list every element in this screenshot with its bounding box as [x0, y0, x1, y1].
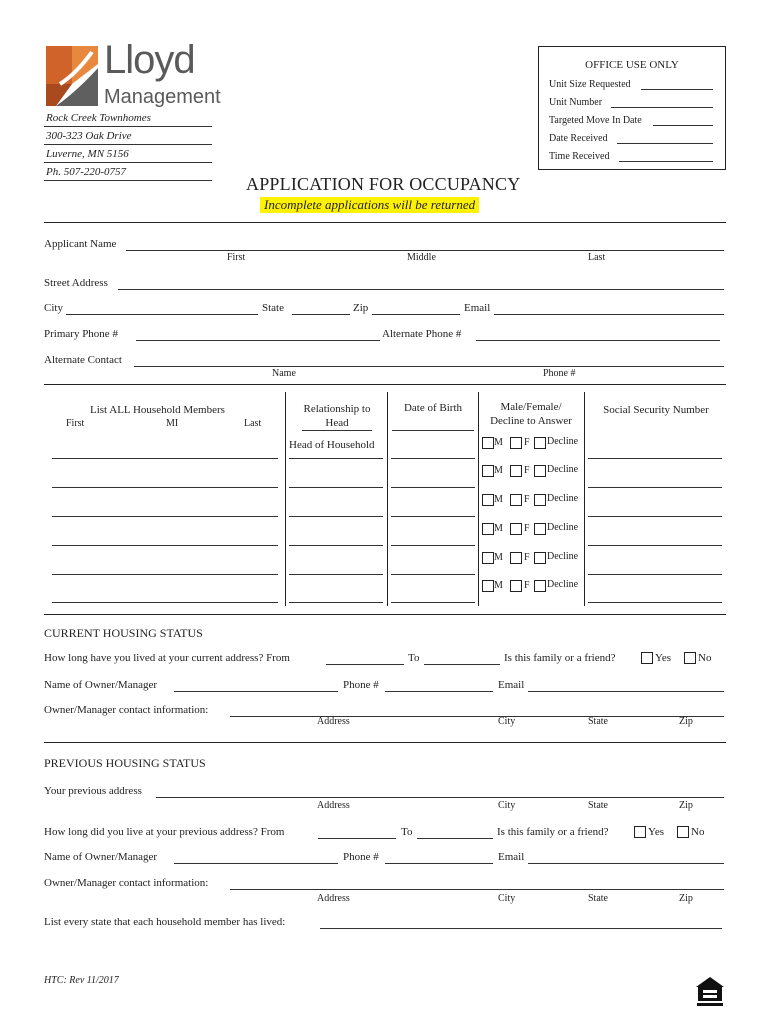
previous-contact-zip-sublabel: Zip	[679, 893, 693, 904]
female-label: F	[524, 580, 530, 591]
ssn-field[interactable]	[588, 502, 722, 517]
previous-housing-heading: PREVIOUS HOUSING STATUS	[44, 756, 206, 770]
previous-phone-label: Phone #	[343, 851, 379, 863]
male-checkbox[interactable]	[482, 552, 494, 564]
city-field[interactable]	[66, 300, 258, 315]
household-members-header: List ALL Household Members	[90, 404, 225, 416]
male-label: M	[494, 437, 503, 448]
female-checkbox[interactable]	[510, 580, 522, 592]
current-from-field[interactable]	[326, 650, 404, 665]
male-checkbox[interactable]	[482, 494, 494, 506]
previous-phone-field[interactable]	[385, 849, 493, 864]
previous-owner-field[interactable]	[174, 849, 338, 864]
male-label: M	[494, 494, 503, 505]
decline-checkbox[interactable]	[534, 580, 546, 592]
female-checkbox[interactable]	[510, 437, 522, 449]
current-no-label: No	[698, 652, 712, 664]
logo-mark	[42, 44, 102, 110]
unit-size-label: Unit Size Requested	[549, 79, 631, 90]
decline-checkbox[interactable]	[534, 552, 546, 564]
unit-number-label: Unit Number	[549, 97, 603, 108]
ssn-field[interactable]	[588, 473, 722, 488]
male-checkbox[interactable]	[482, 465, 494, 477]
decline-checkbox[interactable]	[534, 437, 546, 449]
male-checkbox[interactable]	[482, 437, 494, 449]
female-label: F	[524, 494, 530, 505]
middle-sublabel: Middle	[407, 252, 436, 263]
current-owner-field[interactable]	[174, 677, 338, 692]
property-address: 300-323 Oak Drive	[46, 130, 132, 142]
previous-to-field[interactable]	[417, 824, 493, 839]
move-in-date-label: Targeted Move In Date	[549, 115, 642, 126]
current-zip-sublabel: Zip	[679, 716, 693, 727]
decline-label: Decline	[547, 551, 579, 562]
logo-subtitle: Management	[104, 86, 221, 108]
member-name-field[interactable]	[52, 444, 278, 459]
current-yes-label: Yes	[655, 652, 672, 664]
date-received-label: Date Received	[549, 133, 608, 144]
previous-family-question: Is this family or a friend?	[497, 826, 609, 838]
page-title: APPLICATION FOR OCCUPANCY	[246, 174, 521, 194]
previous-contact-city-sublabel: City	[498, 893, 516, 904]
time-received-label: Time Received	[549, 151, 610, 162]
state-field[interactable]	[292, 300, 350, 315]
property-phone: Ph. 507-220-0757	[46, 166, 127, 178]
current-no-checkbox[interactable]	[684, 652, 696, 664]
relationship-underline	[289, 458, 383, 459]
primary-phone-field[interactable]	[136, 326, 380, 341]
current-email-label: Email	[498, 679, 525, 691]
previous-contact-state-sublabel: State	[588, 893, 608, 904]
alternate-phone-field[interactable]	[476, 326, 720, 341]
zip-label: Zip	[353, 302, 369, 314]
applicant-name-label: Applicant Name	[44, 238, 117, 250]
date-received-field[interactable]	[617, 133, 713, 144]
previous-from-field[interactable]	[318, 824, 396, 839]
dob-field[interactable]	[391, 560, 475, 575]
primary-phone-label: Primary Phone #	[44, 328, 118, 340]
current-email-field[interactable]	[528, 677, 724, 692]
female-checkbox[interactable]	[510, 552, 522, 564]
male-label: M	[494, 523, 503, 534]
dob-header: Date of Birth	[403, 402, 463, 414]
current-to-label: To	[408, 652, 420, 664]
unit-number-field[interactable]	[611, 97, 713, 108]
previous-email-field[interactable]	[528, 849, 724, 864]
decline-label: Decline	[547, 522, 579, 533]
female-checkbox[interactable]	[510, 465, 522, 477]
revision-label: HTC: Rev 11/2017	[44, 975, 119, 986]
decline-label: Decline	[547, 579, 579, 590]
male-checkbox[interactable]	[482, 523, 494, 535]
street-address-label: Street Address	[44, 277, 108, 289]
male-checkbox[interactable]	[482, 580, 494, 592]
current-housing-heading: CURRENT HOUSING STATUS	[44, 626, 203, 640]
female-label: F	[524, 465, 530, 476]
street-address-field[interactable]	[118, 275, 724, 290]
previous-contact-address-sublabel: Address	[317, 893, 350, 904]
ssn-header: Social Security Number	[603, 404, 709, 416]
alternate-contact-field[interactable]	[134, 352, 724, 367]
member-first-sublabel: First	[66, 418, 85, 429]
member-name-field[interactable]	[52, 473, 278, 488]
previous-how-long-label: How long did you live at your previous address? From	[44, 826, 285, 838]
previous-yes-checkbox[interactable]	[634, 826, 646, 838]
relationship-field[interactable]	[289, 502, 383, 517]
dob-field[interactable]	[391, 588, 475, 603]
applicant-name-field[interactable]	[126, 236, 724, 251]
city-label: City	[44, 302, 63, 314]
previous-contact-field[interactable]	[230, 875, 724, 890]
decline-checkbox[interactable]	[534, 494, 546, 506]
last-sublabel: Last	[588, 252, 606, 263]
female-label: F	[524, 552, 530, 563]
previous-address-label: Your previous address	[44, 785, 142, 797]
first-sublabel: First	[227, 252, 246, 263]
head-of-household-label: Head of Household	[289, 439, 375, 451]
current-owner-label: Name of Owner/Manager	[44, 679, 158, 691]
previous-no-label: No	[691, 826, 705, 838]
logo-wordmark: Lloyd	[104, 38, 195, 82]
decline-label: Decline	[547, 436, 579, 447]
relationship-field[interactable]	[289, 473, 383, 488]
decline-label: Decline	[547, 493, 579, 504]
zip-field[interactable]	[372, 300, 460, 315]
current-to-field[interactable]	[424, 650, 500, 665]
states-lived-field[interactable]	[320, 914, 722, 929]
alternate-phone-label: Alternate Phone #	[382, 328, 462, 340]
office-use-title: OFFICE USE ONLY	[585, 59, 679, 71]
office-use-box	[538, 46, 726, 170]
previous-state-sublabel: State	[588, 800, 608, 811]
current-family-question: Is this family or a friend?	[504, 652, 616, 664]
current-address-sublabel: Address	[317, 716, 350, 727]
name-sublabel: Name	[272, 368, 296, 379]
previous-zip-sublabel: Zip	[679, 800, 693, 811]
property-city: Luverne, MN 5156	[46, 148, 129, 160]
ssn-field[interactable]	[588, 444, 722, 459]
female-label: F	[524, 523, 530, 534]
member-last-sublabel: Last	[244, 418, 262, 429]
relationship-field[interactable]	[289, 588, 383, 603]
member-name-field[interactable]	[52, 560, 278, 575]
member-name-field[interactable]	[52, 588, 278, 603]
current-contact-label: Owner/Manager contact information:	[44, 704, 209, 716]
decline-checkbox[interactable]	[534, 523, 546, 535]
gender-header: Male/Female/ Decline to Answer	[490, 401, 572, 427]
ssn-field[interactable]	[588, 588, 722, 603]
male-label: M	[494, 465, 503, 476]
previous-address-sublabel: Address	[317, 800, 350, 811]
dob-field[interactable]	[391, 444, 475, 459]
time-received-field[interactable]	[619, 151, 713, 162]
relationship-field[interactable]	[289, 531, 383, 546]
decline-checkbox[interactable]	[534, 465, 546, 477]
dob-field[interactable]	[391, 531, 475, 546]
relationship-field[interactable]	[289, 560, 383, 575]
previous-city-sublabel: City	[498, 800, 516, 811]
previous-owner-label: Name of Owner/Manager	[44, 851, 158, 863]
phone-sublabel: Phone #	[543, 368, 576, 379]
previous-no-checkbox[interactable]	[677, 826, 689, 838]
decline-label: Decline	[547, 464, 579, 475]
current-yes-checkbox[interactable]	[641, 652, 653, 664]
current-city-sublabel: City	[498, 716, 516, 727]
current-state-sublabel: State	[588, 716, 608, 727]
male-label: M	[494, 580, 503, 591]
alternate-contact-label: Alternate Contact	[44, 354, 122, 366]
member-mi-sublabel: MI	[166, 418, 179, 429]
property-name: Rock Creek Townhomes	[46, 112, 151, 124]
previous-email-label: Email	[498, 851, 525, 863]
ssn-field[interactable]	[588, 560, 722, 575]
ssn-field[interactable]	[588, 531, 722, 546]
email-field[interactable]	[494, 300, 724, 315]
dob-field[interactable]	[391, 473, 475, 488]
member-name-field[interactable]	[52, 502, 278, 517]
email-label: Email	[464, 302, 491, 314]
states-lived-label: List every state that each household member has lived:	[44, 916, 286, 928]
incomplete-warning: Incomplete applications will be returned	[260, 197, 479, 213]
previous-to-label: To	[401, 826, 413, 838]
move-in-date-field[interactable]	[653, 115, 713, 126]
male-label: M	[494, 552, 503, 563]
current-contact-field[interactable]	[230, 702, 724, 717]
member-name-field[interactable]	[52, 531, 278, 546]
current-phone-field[interactable]	[385, 677, 493, 692]
current-how-long-label: How long have you lived at your current address? From	[44, 652, 290, 664]
previous-yes-label: Yes	[648, 826, 665, 838]
unit-size-field[interactable]	[641, 79, 713, 90]
previous-address-field[interactable]	[156, 783, 724, 798]
female-checkbox[interactable]	[510, 523, 522, 535]
dob-field[interactable]	[391, 502, 475, 517]
relationship-header: Relationship to Head	[303, 403, 371, 429]
state-label: State	[262, 302, 284, 314]
female-label: F	[524, 437, 530, 448]
previous-contact-label: Owner/Manager contact information:	[44, 877, 209, 889]
equal-housing-opportunity-icon	[695, 976, 725, 1008]
company-logo	[42, 38, 242, 112]
female-checkbox[interactable]	[510, 494, 522, 506]
current-phone-label: Phone #	[343, 679, 379, 691]
